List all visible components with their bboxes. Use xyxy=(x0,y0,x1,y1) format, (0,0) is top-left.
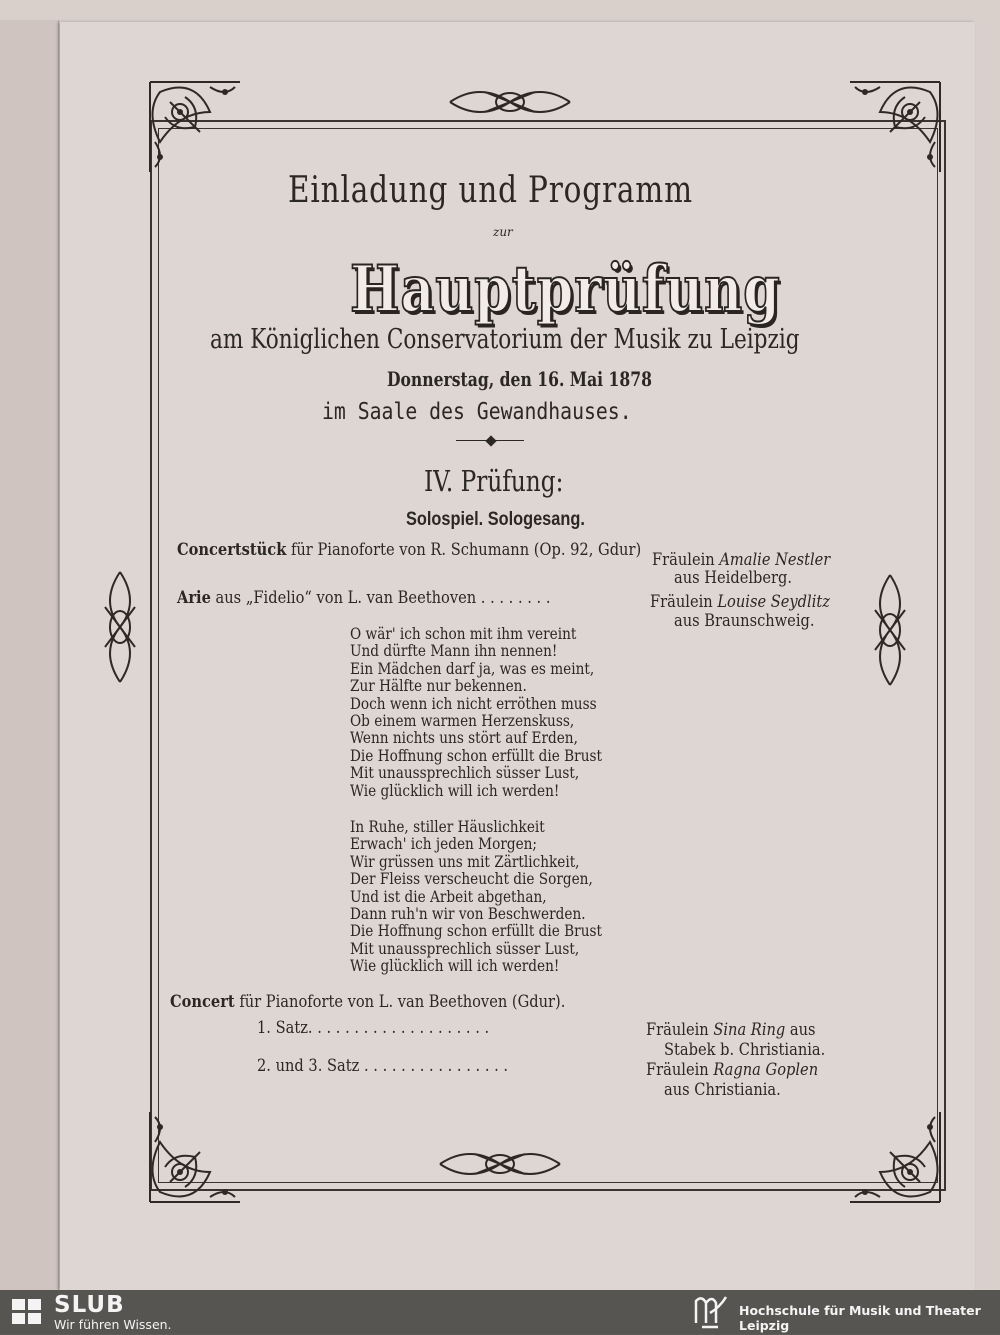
lyric-line: Ob einem warmen Herzenskuss, xyxy=(350,712,575,731)
performer-4: Fräulein Ragna Goplen xyxy=(646,1060,819,1080)
lyric-line: Mit unaussprechlich süsser Lust, xyxy=(350,764,580,783)
lyric-line: Wie glücklich will ich werden! xyxy=(350,781,560,800)
program-item-2 xyxy=(177,588,551,608)
institution-line: am Königlichen Conservatorium der Musik zu Leipzig xyxy=(210,324,800,355)
hmt-logo-icon[interactable] xyxy=(690,1293,730,1335)
left-page-edge xyxy=(0,20,59,1290)
lyric-line: Wir grüssen uns mit Zärtlichkeit, xyxy=(350,852,580,871)
venue-line: im Saale des Gewandhauses. xyxy=(322,399,632,425)
slub-logo-icon[interactable] xyxy=(12,1299,42,1329)
program-item-3 xyxy=(170,992,565,1012)
lyric-line: Die Hoffnung schon erfüllt die Brust xyxy=(350,746,602,765)
performer-3: Fräulein Sina Ring aus xyxy=(646,1020,816,1040)
performer-name: Sina Ring xyxy=(713,1020,786,1040)
lyric-line: Doch wenn ich nicht erröthen muss xyxy=(350,694,597,713)
exam-number: IV. Prüfung: xyxy=(424,464,564,498)
corner-ornament-icon xyxy=(140,72,250,182)
performer-1: Fräulein Amalie Nestler xyxy=(652,550,831,570)
lyric-line: Ein Mädchen darf ja, was es meint, xyxy=(350,659,595,678)
lyric-line: Und dürfte Mann ihn nennen! xyxy=(350,642,558,661)
lyrics-stanza-2 xyxy=(350,819,602,976)
performer-name: Louise Seydlitz xyxy=(717,592,830,612)
lyric-line: Erwach' ich jeden Morgen; xyxy=(350,835,538,854)
lyrics-stanza-1 xyxy=(350,626,602,800)
work-title: Arie xyxy=(177,588,211,608)
lyric-line: In Ruhe, stiller Häuslichkeit xyxy=(350,818,545,836)
lyric-line: Wie glücklich will ich werden! xyxy=(350,957,560,976)
heading-invitation: Einladung und Programm xyxy=(288,170,693,211)
corner-ornament-icon xyxy=(840,1102,950,1212)
lyric-line: Mit unaussprechlich süsser Lust, xyxy=(350,939,580,958)
program-page xyxy=(60,22,975,1290)
work-description: aus „Fidelio“ von L. van Beethoven . . . . . . . . xyxy=(210,588,551,608)
lyric-line: Zur Hälfte nur bekennen. xyxy=(350,677,527,696)
heading-hauptpruefung: Hauptprüfung xyxy=(350,252,781,327)
performer-2: Fräulein Louise Seydlitz xyxy=(650,592,830,612)
work-description: für Pianoforte von L. van Beethoven (Gdur). xyxy=(234,992,566,1012)
partner-name[interactable]: Hochschule für Musik und Theater Leipzig xyxy=(739,1303,981,1333)
knot-ornament-icon xyxy=(445,80,575,124)
lyric-line: Der Fleiss verscheucht die Sorgen, xyxy=(350,870,593,889)
performer-name: Ragna Goplen xyxy=(713,1060,819,1080)
lyric-line: Die Hoffnung schon erfüllt die Brust xyxy=(350,922,602,941)
heading-zur: zur xyxy=(493,225,513,239)
library-name[interactable]: SLUB xyxy=(54,1292,125,1318)
lyric-line: Und ist die Arbeit abgethan, xyxy=(350,887,547,906)
movement-1-label: 1. Satz. . . . . . . . . . . . . . . . . . . . xyxy=(257,1018,490,1038)
knot-ornament-icon xyxy=(865,570,915,690)
lyric-line: Dann ruh'n wir von Beschwerden. xyxy=(350,905,586,924)
performer-2-origin: aus Braunschweig. xyxy=(674,611,815,631)
performer-1-origin: aus Heidelberg. xyxy=(674,568,793,588)
date-line: Donnerstag, den 16. Mai 1878 xyxy=(387,367,652,391)
knot-ornament-icon xyxy=(435,1142,565,1186)
work-title: Concert xyxy=(170,992,235,1012)
library-tagline: Wir führen Wissen. xyxy=(54,1317,172,1332)
lyric-line: O wär' ich schon mit ihm vereint xyxy=(350,625,577,643)
performer-3-origin: Stabek b. Christiania. xyxy=(664,1040,826,1060)
performer-name: Amalie Nestler xyxy=(719,550,831,570)
corner-ornament-icon xyxy=(840,72,950,182)
program-item-1 xyxy=(177,540,641,560)
knot-ornament-icon xyxy=(95,567,145,687)
work-description: für Pianoforte von R. Schumann (Op. 92, Gdur) xyxy=(286,540,642,560)
performer-4-origin: aus Christiania. xyxy=(664,1080,781,1100)
exam-type: Solospiel. Sologesang. xyxy=(406,509,585,530)
work-title: Concertstück xyxy=(177,540,287,560)
footer-bar xyxy=(0,1290,1000,1334)
lyric-line: Wenn nichts uns stört auf Erden, xyxy=(350,729,578,748)
corner-ornament-icon xyxy=(140,1102,250,1212)
movement-2-label: 2. und 3. Satz . . . . . . . . . . . . . . . . xyxy=(257,1056,509,1076)
